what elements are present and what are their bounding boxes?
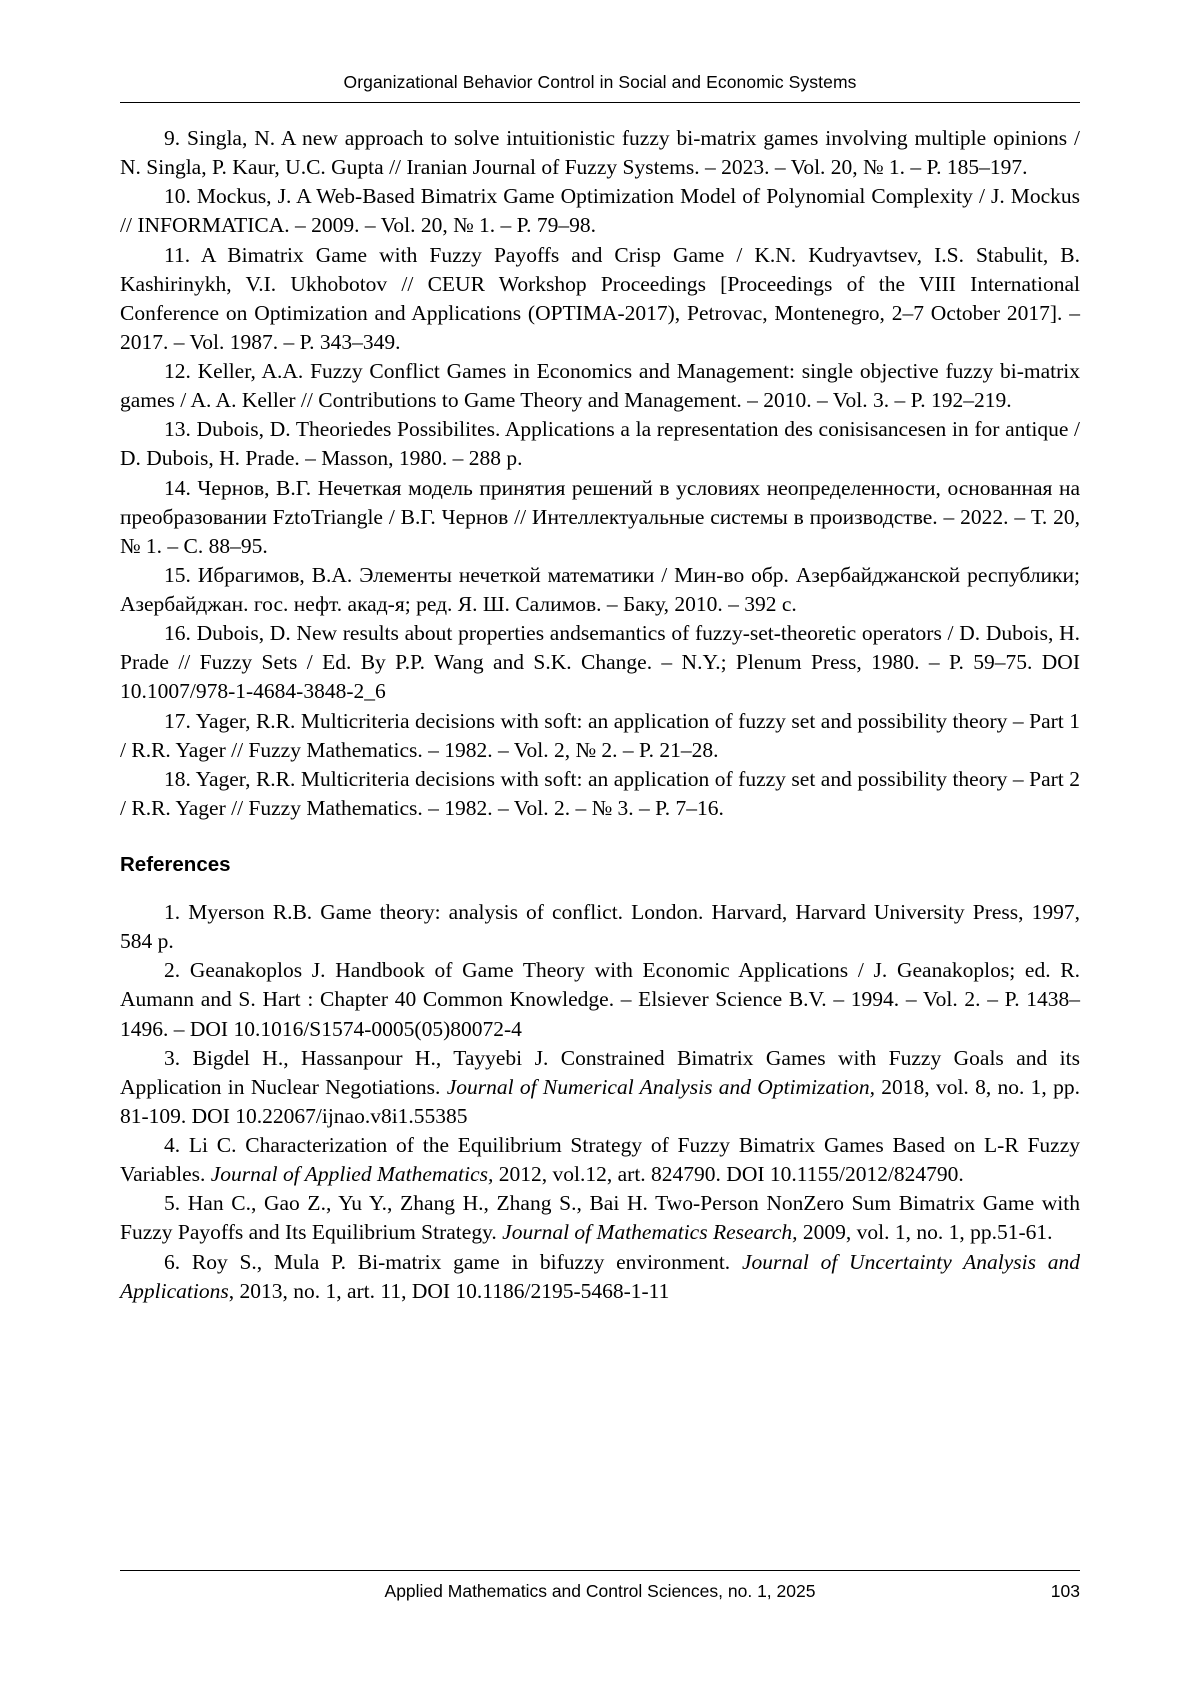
reference-text: 2018, vol. 8, no. 1, pp. 81-109. DOI 10.22067/ijnao.v8i1.55385 <box>120 1074 1080 1128</box>
reference-text: 2. Geanakoplos J. Handbook of Game Theory with Economic Applications / J. Geanakoplos; ed. R. Aumann and S. Hart : Chapter 40 Common Knowledge. – Elsiever Science B.V. – 1994. – Vol. 2. – P. 1438–1496. – DOI 10.1016/S1574-0005(05)80072-4 <box>120 958 1080 1041</box>
page-content <box>120 124 1080 1306</box>
reference-item <box>120 1248 1080 1306</box>
reference-text: , 2013, no. 1, art. 11, DOI 10.1186/2195-5468-1-11 <box>228 1278 670 1303</box>
reference-item <box>120 1044 1080 1131</box>
reference-text: 2012, vol.12, art. 824790. DOI 10.1155/2012/824790. <box>493 1162 964 1187</box>
footer-row <box>120 1581 1080 1602</box>
bibliography-item: 14. Чернов, В.Г. Нечеткая модель принятия решений в условиях неопределенности, основанная на преобразовании FztoTriangle / В.Г. Чернов // Интеллектуальные системы в производстве. – 2022. – Т. 20, № 1. – С. 88–95. <box>120 475 1080 558</box>
bibliography-item: 10. Mockus, J. A Web-Based Bimatrix Game Optimization Model of Polynomial Complexity / J. Mockus // INFORMATICA. – 2009. – Vol. 20, № 1. – P. 79–98. <box>120 184 1080 238</box>
footer-rule <box>120 1570 1080 1571</box>
reference-text: 5. Han C., Gao Z., Yu Y., Zhang H., Zhang S., Bai H. Two-Person NonZero Sum Bimatrix Game with Fuzzy Payoffs and Its Equilibrium Strategy. <box>120 1191 1080 1245</box>
bibliography-item: 9. Singla, N. A new approach to solve intuitionistic fuzzy bi-matrix games involving multiple opinions / N. Singla, P. Kaur, U.C. Gupta // Iranian Journal of Fuzzy Systems. – 2023. – Vol. 20, № 1. – P. 185–197. <box>120 126 1080 180</box>
reference-text: 6. Roy S., Mula P. Bi-matrix game in bifuzzy environment. <box>164 1249 742 1274</box>
reference-source-title: Journal of Mathematics Research, <box>502 1220 798 1245</box>
reference-source-title: Journal of Applied Mathematics, <box>210 1162 494 1187</box>
bibliography-item: 17. Yager, R.R. Multicriteria decisions with soft: an application of fuzzy set and possibility theory – Part 1 / R.R. Yager // Fuzzy Mathematics. – 1982. – Vol. 2, № 2. – P. 21–28. <box>120 708 1080 762</box>
reference-item <box>120 898 1080 956</box>
bibliography-item: 11. A Bimatrix Game with Fuzzy Payoffs and Crisp Game / K.N. Kudryavtsev, I.S. Stabulit, B. Kashirinykh, V.I. Ukhobotov // CEUR Workshop Proceedings [Proceedings of the VIII International Conference on Optimization and Applications (OPTIMA-2017), Petrovac, Montenegro, 2–7 October 2017]. – 2017. – Vol. 1987. – P. 343–349. <box>120 242 1080 354</box>
reference-text: 1. Myerson R.B. Game theory: analysis of conflict. London. Harvard, Harvard University Press, 1997, 584 p. <box>120 900 1080 954</box>
footer-page-number: 103 <box>1050 1581 1080 1601</box>
reference-item <box>120 1131 1080 1189</box>
bibliography-item: 12. Keller, A.A. Fuzzy Conflict Games in Economics and Management: single objective fuzzy bi-matrix games / A. A. Keller // Contributions to Game Theory and Management. – 2010. – Vol. 3. – P. 192–219. <box>120 359 1080 413</box>
reference-source-title: Journal of Uncertainty Analysis and Applications <box>120 1249 1080 1303</box>
bibliography-item: 18. Yager, R.R. Multicriteria decisions with soft: an application of fuzzy set and possibility theory – Part 2 / R.R. Yager // Fuzzy Mathematics. – 1982. – Vol. 2. – № 3. – P. 7–16. <box>120 766 1080 820</box>
bibliography-item: 15. Ибрагимов, В.А. Элементы нечеткой математики / Мин-во обр. Азербайджанской республики; Азербайджан. гос. нефт. акад-я; ред. Я. Ш. Салимов. – Баку, 2010. – 392 с. <box>120 562 1080 616</box>
references-list <box>120 898 1080 1306</box>
footer-journal-line: Applied Mathematics and Control Sciences, no. 1, 2025 <box>384 1581 816 1601</box>
page-footer <box>120 1570 1080 1602</box>
reference-item <box>120 956 1080 1043</box>
reference-text: 3. Bigdel H., Hassanpour H., Tayyebi J. Constrained Bimatrix Games with Fuzzy Goals and its Application in Nuclear Negotiations. <box>120 1045 1080 1099</box>
reference-text: 2009, vol. 1, no. 1, pp.51-61. <box>797 1220 1053 1245</box>
page-header <box>120 72 1080 103</box>
bibliography-item: 13. Dubois, D. Theoriedes Possibilites. Applications a la representation des conisisancesen in for antique / D. Dubois, H. Prade. – Masson, 1980. – 288 p. <box>120 417 1080 471</box>
reference-source-title: Journal of Numerical Analysis and Optimization, <box>446 1074 875 1099</box>
reference-text: 4. Li C. Characterization of the Equilibrium Strategy of Fuzzy Bimatrix Games Based on L-R Fuzzy Variables. <box>120 1133 1080 1187</box>
reference-item <box>120 1189 1080 1247</box>
references-heading: References <box>120 853 231 876</box>
bibliography-item: 16. Dubois, D. New results about properties andsemantics of fuzzy-set-theoretic operators / D. Dubois, H. Prade // Fuzzy Sets / Ed. By P.P. Wang and S.K. Change. – N.Y.; Plenum Press, 1980. – P. 59–75. DOI 10.1007/978-1-4684-3848-2_6 <box>120 621 1080 704</box>
header-rule <box>120 102 1080 103</box>
running-head: Organizational Behavior Control in Social and Economic Systems <box>343 72 857 92</box>
